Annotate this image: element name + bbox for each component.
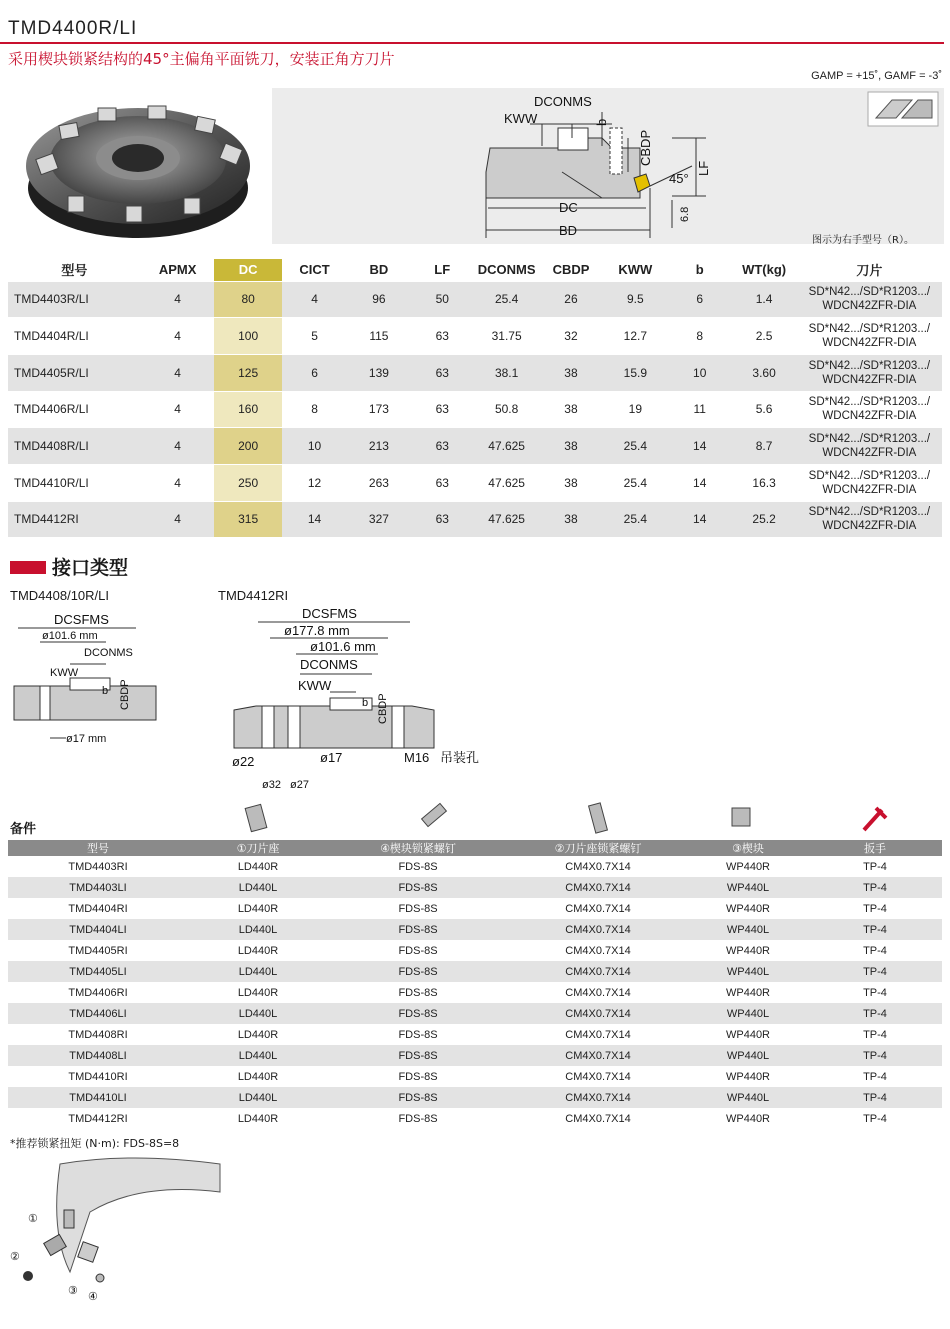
callout-1: ① [28,1213,38,1225]
spec-cell: 4 [141,354,215,391]
parts-col-wrench: 扳手 [808,840,942,856]
spec-cell: 50 [411,281,474,318]
blade-line-2: WDCN42ZFR-DIA [822,483,917,496]
spec-cell: 10 [668,354,731,391]
spec-cell: TMD4406R/LI [8,391,141,428]
spec-cell: 115 [347,318,410,355]
dim-height: 6.8 [679,206,691,222]
blade-line-2: WDCN42ZFR-DIA [822,520,917,533]
dim-cbdp-left: CBDP [119,679,131,710]
blade-line-1: SD*N42.../SD*R1203.../ [808,286,931,299]
spec-cell: 14 [282,501,347,538]
spec-cell: 160 [214,391,281,428]
parts-cell: FDS-8S [328,1024,508,1045]
spec-cell: 63 [411,318,474,355]
blade-line-1: SD*N42.../SD*R1203.../ [808,469,931,482]
spec-cell: 12.7 [603,318,668,355]
parts-cell: FDS-8S [328,940,508,961]
spec-cell: TMD4410R/LI [8,464,141,501]
parts-cell: FDS-8S [328,1066,508,1087]
col-bd: BD [347,259,410,281]
spec-row [8,391,942,428]
interface-label-left: TMD4408/10R/LI [10,588,109,603]
parts-row [8,856,942,877]
parts-row [8,1108,942,1129]
section-marker [10,561,46,574]
parts-cell: WP440L [688,877,808,898]
spec-row [8,354,942,391]
section-title: 接口类型 [52,557,129,579]
parts-cell: WP440R [688,1108,808,1129]
blade-line-1: SD*N42.../SD*R1203.../ [808,323,931,336]
parts-cell: TP-4 [808,856,942,877]
parts-cell: TMD4412RI [8,1108,188,1129]
parts-cell: TMD4404LI [8,919,188,940]
col-b: b [668,259,731,281]
col-kww: KWW [603,259,668,281]
spec-cell: TMD4405R/LI [8,354,141,391]
col-wt: WT(kg) [731,259,796,281]
col-dc: DC [214,259,281,281]
rake-angles: GAMP = +15˚, GAMF = -3˚ [811,70,942,82]
parts-cell: LD440L [188,1003,328,1024]
spec-row [8,281,942,318]
insert-shape-icon [868,92,938,126]
spec-cell: 16.3 [731,464,796,501]
spec-table [8,259,942,538]
parts-cell: CM4X0.7X14 [508,961,688,982]
parts-cell: WP440R [688,1024,808,1045]
parts-cell: TP-4 [808,1108,942,1129]
parts-cell: TMD4403LI [8,877,188,898]
parts-cell: TMD4406RI [8,982,188,1003]
spec-cell-blade [797,391,942,428]
parts-cell: CM4X0.7X14 [508,877,688,898]
spec-cell: 4 [141,391,215,428]
parts-cell: TMD4408RI [8,1024,188,1045]
interface-drawing-left [10,606,160,746]
parts-cell: TP-4 [808,919,942,940]
dim-b-left: b [102,685,109,697]
parts-cell: FDS-8S [328,1108,508,1129]
spec-cell: TMD4412RI [8,501,141,538]
parts-cell: FDS-8S [328,982,508,1003]
parts-col-wedge-screw: ④楔块锁紧螺钉 [328,840,508,856]
parts-cell: WP440L [688,1045,808,1066]
spec-cell-blade [797,354,942,391]
parts-cell: TP-4 [808,898,942,919]
parts-row [8,1003,942,1024]
parts-cell: TP-4 [808,982,942,1003]
dim-angle: 45° [669,171,689,186]
spec-cell: 26 [539,281,602,318]
spec-cell: 263 [347,464,410,501]
spec-cell: 19 [603,391,668,428]
parts-cell: LD440R [188,982,328,1003]
spec-cell-blade [797,428,942,465]
spec-cell: 14 [668,501,731,538]
parts-cell: TMD4410RI [8,1066,188,1087]
spec-cell: 47.625 [474,428,539,465]
spec-cell: 38 [539,464,602,501]
parts-cell: WP440L [688,919,808,940]
parts-cell: CM4X0.7X14 [508,940,688,961]
parts-header-row [8,840,942,856]
dim-lf: LF [696,160,711,176]
parts-cell: TMD4405RI [8,940,188,961]
title-rule [0,42,944,44]
dim-d2-right: ø101.6 mm [310,639,376,654]
col-lf: LF [411,259,474,281]
spec-cell: 315 [214,501,281,538]
col-dconms: DCONMS [474,259,539,281]
parts-col-wedge: ③楔块 [688,840,808,856]
spec-cell: TMD4408R/LI [8,428,141,465]
parts-cell: LD440R [188,1108,328,1129]
parts-row [8,877,942,898]
dim-d1-right: ø177.8 mm [284,623,350,638]
spec-cell: 100 [214,318,281,355]
spec-cell: 10 [282,428,347,465]
dim-cbdp: CBDP [638,129,653,166]
spec-cell: 63 [411,354,474,391]
parts-label: 备件 [10,822,37,837]
parts-cell: FDS-8S [328,898,508,919]
spec-cell-blade [797,281,942,318]
parts-cell: CM4X0.7X14 [508,1045,688,1066]
parts-cell: CM4X0.7X14 [508,1003,688,1024]
dim-kww: KWW [504,111,538,126]
parts-col-seat-screw: ②刀片座锁紧螺钉 [508,840,688,856]
spec-cell: 125 [214,354,281,391]
spec-cell-blade [797,464,942,501]
parts-cell: FDS-8S [328,919,508,940]
parts-cell: FDS-8S [328,1003,508,1024]
spec-cell: 5.6 [731,391,796,428]
parts-row [8,898,942,919]
spec-cell: 32 [539,318,602,355]
spec-cell: 6 [282,354,347,391]
parts-cell: WP440L [688,1003,808,1024]
parts-cell: FDS-8S [328,1045,508,1066]
dim-dcsfms-left: DCSFMS [54,612,109,627]
spec-cell: 8 [668,318,731,355]
parts-cell: WP440R [688,982,808,1003]
dim-cbdp-right: CBDP [377,693,389,724]
spec-cell: 4 [141,318,215,355]
spec-cell: 63 [411,391,474,428]
spec-cell: 8 [282,391,347,428]
parts-cell: CM4X0.7X14 [508,919,688,940]
wedge-screw-icon [422,803,447,826]
dim-d17-right: ø17 [320,750,343,765]
spec-cell: 63 [411,464,474,501]
dim-m16-right: M16 [404,750,430,765]
parts-cell: WP440R [688,898,808,919]
interface-label-right: TMD4412RI [218,588,289,603]
dim-d22-right: ø22 [232,754,255,769]
parts-cell: TP-4 [808,1024,942,1045]
spec-cell: 4 [141,464,215,501]
spec-cell: 25.2 [731,501,796,538]
blade-line-1: SD*N42.../SD*R1203.../ [808,359,931,372]
dim-dconms-right: DCONMS [300,657,358,672]
dim-dc: DC [559,200,578,215]
hand-note: 图示为右手型号（R）。 [812,235,914,246]
parts-cell: LD440L [188,961,328,982]
spec-cell: 11 [668,391,731,428]
parts-cell: TP-4 [808,961,942,982]
spec-cell: 2.5 [731,318,796,355]
spec-cell: 25.4 [474,281,539,318]
parts-cell: CM4X0.7X14 [508,1087,688,1108]
spec-cell: 5 [282,318,347,355]
dim-b-right: b [362,697,369,709]
spec-row [8,318,942,355]
spec-cell: 327 [347,501,410,538]
spec-cell: 63 [411,428,474,465]
parts-cell: TMD4408LI [8,1045,188,1066]
parts-cell: CM4X0.7X14 [508,898,688,919]
parts-cell: TMD4404RI [8,898,188,919]
spec-cell: 50.8 [474,391,539,428]
parts-cell: WP440L [688,1087,808,1108]
spec-cell: 8.7 [731,428,796,465]
parts-cell: TMD4406LI [8,1003,188,1024]
parts-cell: LD440R [188,856,328,877]
blade-line-2: WDCN42ZFR-DIA [822,410,917,423]
blade-line-2: WDCN42ZFR-DIA [822,337,917,350]
spec-cell: 6 [668,281,731,318]
parts-row [8,1087,942,1108]
spec-cell: 4 [141,281,215,318]
parts-cell: WP440L [688,961,808,982]
col-apmx: APMX [141,259,215,281]
callout-4: ④ [88,1291,98,1302]
spec-row [8,464,942,501]
spec-cell: 250 [214,464,281,501]
spec-cell: 25.4 [603,428,668,465]
torque-note: *推荐锁紧扭矩 (N·m): FDS-8S=8 [10,1137,180,1150]
spec-cell: 173 [347,391,410,428]
parts-row [8,1066,942,1087]
blade-line-2: WDCN42ZFR-DIA [822,447,917,460]
parts-cell: CM4X0.7X14 [508,856,688,877]
spec-cell: 15.9 [603,354,668,391]
spec-cell: 9.5 [603,281,668,318]
parts-icons [8,800,942,840]
cutter-illustration-icon [8,88,270,244]
dim-dconms-left: DCONMS [84,647,133,659]
blade-line-1: SD*N42.../SD*R1203.../ [808,506,931,519]
spec-header-row [8,259,942,281]
product-photo [8,88,270,244]
spec-cell: 47.625 [474,464,539,501]
parts-cell: FDS-8S [328,961,508,982]
spec-cell: 1.4 [731,281,796,318]
parts-cell: FDS-8S [328,877,508,898]
col-model: 型号 [8,259,141,281]
spec-row [8,428,942,465]
col-cict: CICT [282,259,347,281]
parts-cell: TP-4 [808,1087,942,1108]
parts-cell: LD440R [188,1024,328,1045]
wrench-icon [864,808,886,830]
spec-cell: 38 [539,391,602,428]
callout-2: ② [10,1251,20,1263]
dim-bd: BD [559,223,578,238]
spec-cell: TMD4404R/LI [8,318,141,355]
parts-cell: WP440R [688,940,808,961]
spec-cell: 12 [282,464,347,501]
parts-cell: FDS-8S [328,1087,508,1108]
blade-line-2: WDCN42ZFR-DIA [822,373,917,386]
parts-cell: CM4X0.7X14 [508,1024,688,1045]
spec-row [8,501,942,538]
parts-cell: CM4X0.7X14 [508,982,688,1003]
spec-cell: TMD4403R/LI [8,281,141,318]
col-blade: 刀片 [797,259,942,281]
parts-cell: FDS-8S [328,856,508,877]
parts-row [8,940,942,961]
page-title: TMD4400R/LI [8,18,138,39]
parts-row [8,919,942,940]
parts-cell: TP-4 [808,1003,942,1024]
spec-cell: 14 [668,464,731,501]
spec-cell: 25.4 [603,464,668,501]
spec-cell-blade [797,501,942,538]
spec-cell: 80 [214,281,281,318]
spec-cell: 4 [141,501,215,538]
dim-d27-right: ø27 [290,779,309,791]
dim-d1-left: ø101.6 mm [42,630,98,642]
parts-cell: LD440R [188,1066,328,1087]
callout-3: ③ [68,1285,78,1297]
dim-d32-right: ø32 [262,779,281,791]
parts-col-model: 型号 [8,840,188,856]
insert-seat-icon [245,804,267,831]
parts-cell: LD440R [188,940,328,961]
parts-cell: TP-4 [808,940,942,961]
dim-d17-left: ø17 mm [66,733,107,745]
parts-cell: TP-4 [808,877,942,898]
dim-kww-left: KWW [50,667,79,679]
parts-row [8,1024,942,1045]
parts-cell: CM4X0.7X14 [508,1066,688,1087]
parts-cell: TP-4 [808,1045,942,1066]
assembly-illustration [10,1152,222,1302]
dim-dcsfms-right: DCSFMS [302,606,357,621]
dim-dconms: DCONMS [534,94,592,109]
dim-hole-right: 吊装孔 [440,750,480,765]
parts-cell: TMD4403RI [8,856,188,877]
spec-cell: 38.1 [474,354,539,391]
seat-screw-icon [589,803,608,833]
dim-b: b [594,118,609,126]
parts-row [8,961,942,982]
spec-cell: 4 [282,281,347,318]
col-cbdp: CBDP [539,259,602,281]
parts-row [8,982,942,1003]
spec-cell: 96 [347,281,410,318]
dimension-drawing [272,88,944,244]
parts-table [8,840,942,1129]
spec-cell: 4 [141,428,215,465]
dim-kww-right: KWW [298,678,332,693]
page-subtitle: 采用楔块锁紧结构的45°主偏角平面铣刀，安装正角方刀片 [8,50,395,68]
spec-cell: 139 [347,354,410,391]
blade-line-1: SD*N42.../SD*R1203.../ [808,433,931,446]
parts-cell: TP-4 [808,1066,942,1087]
spec-cell-blade [797,318,942,355]
spec-cell: 38 [539,501,602,538]
parts-cell: LD440L [188,877,328,898]
spec-cell: 213 [347,428,410,465]
spec-cell: 38 [539,354,602,391]
interface-drawing-right [226,602,516,796]
spec-cell: 3.60 [731,354,796,391]
spec-cell: 200 [214,428,281,465]
parts-cell: LD440R [188,898,328,919]
parts-cell: TMD4405LI [8,961,188,982]
spec-cell: 63 [411,501,474,538]
spec-cell: 38 [539,428,602,465]
parts-row [8,1045,942,1066]
parts-cell: WP440R [688,856,808,877]
spec-cell: 31.75 [474,318,539,355]
spec-cell: 47.625 [474,501,539,538]
wedge-icon [732,808,750,826]
parts-cell: CM4X0.7X14 [508,1108,688,1129]
parts-cell: LD440L [188,919,328,940]
parts-col-seat: ①刀片座 [188,840,328,856]
spec-cell: 14 [668,428,731,465]
parts-cell: LD440L [188,1087,328,1108]
parts-cell: TMD4410LI [8,1087,188,1108]
spec-cell: 25.4 [603,501,668,538]
parts-cell: LD440L [188,1045,328,1066]
blade-line-2: WDCN42ZFR-DIA [822,300,917,313]
parts-cell: WP440R [688,1066,808,1087]
blade-line-1: SD*N42.../SD*R1203.../ [808,396,931,409]
